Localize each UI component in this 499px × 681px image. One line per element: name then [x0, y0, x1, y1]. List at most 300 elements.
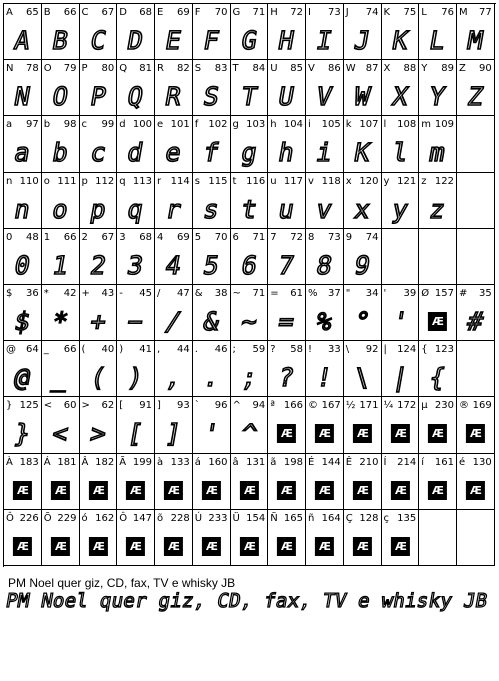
glyph-sample: [419, 471, 457, 509]
glyph-character: x: [345, 175, 352, 187]
glyph-code: 37: [328, 288, 341, 299]
glyph-cell: [155, 285, 193, 341]
glyph-sample: o: [50, 194, 71, 224]
glyph-code: 85: [290, 63, 303, 75]
glyph-label: [384, 344, 417, 355]
glyph-label: [233, 288, 266, 299]
glyph-sample: [419, 414, 457, 452]
glyph-label: [421, 457, 454, 468]
glyph-character: F: [194, 7, 201, 18]
glyph-cell: [231, 173, 269, 229]
glyph-code: 35: [479, 288, 492, 299]
glyph-sample: 9: [352, 250, 373, 280]
glyph-code: 86: [328, 63, 341, 75]
glyph-character: 2: [81, 231, 88, 243]
glyph-label: [119, 457, 152, 468]
glyph-character: C: [81, 7, 89, 18]
glyph-character: .: [194, 344, 198, 356]
glyph-sample: [344, 527, 382, 565]
glyph-label: [44, 400, 77, 411]
glyph-cell: [231, 116, 269, 172]
glyph-code: 99: [101, 119, 115, 131]
glyph-character: à: [157, 456, 164, 468]
glyph-label: [157, 288, 190, 299]
glyph-label: [6, 400, 39, 411]
glyph-character: é: [459, 456, 466, 468]
glyph-sample: +: [87, 306, 108, 336]
glyph-cell: [382, 116, 420, 172]
glyph-label: [82, 232, 115, 243]
glyph-cell: [457, 341, 495, 397]
glyph-code: 89: [441, 63, 454, 75]
glyph-code: 74: [365, 7, 379, 18]
glyph-label: [421, 176, 454, 187]
glyph-character: d: [119, 119, 126, 131]
glyph-character: ª: [270, 400, 275, 412]
glyph-sample: b: [50, 137, 71, 167]
glyph-label: [157, 119, 190, 130]
glyph-label: [270, 7, 303, 18]
glyph-sample: K: [352, 137, 373, 167]
glyph-code: 162: [95, 512, 115, 524]
glyph-label: [459, 63, 492, 74]
glyph-cell: [42, 4, 80, 60]
glyph-label: [6, 232, 39, 243]
glyph-sample: I: [314, 25, 335, 55]
glyph-code: 69: [177, 231, 190, 243]
glyph-label: [6, 457, 39, 468]
glyph-cell: [155, 173, 193, 229]
glyph-cell: [80, 285, 118, 341]
glyph-code: 66: [63, 344, 77, 356]
glyph-cell: [193, 173, 231, 229]
glyph-code: 71: [252, 231, 266, 243]
glyph-sample: [117, 471, 155, 509]
glyph-cell: [306, 397, 344, 453]
missing-glyph-icon: Æ: [126, 536, 145, 555]
glyph-character: E: [157, 7, 164, 18]
glyph-character: ?: [270, 344, 276, 356]
glyph-cell: [306, 116, 344, 172]
glyph-label: [44, 457, 77, 468]
glyph-character: R: [157, 63, 164, 75]
glyph-code: 100: [132, 119, 152, 131]
glyph-sample: [231, 471, 269, 509]
glyph-grid: [3, 3, 496, 567]
glyph-cell: [306, 341, 344, 397]
glyph-label: [308, 513, 341, 524]
glyph-label: [270, 513, 303, 524]
glyph-code: 71: [252, 288, 266, 299]
missing-glyph-icon: Æ: [126, 480, 145, 499]
glyph-sample: ]: [163, 418, 184, 448]
glyph-cell: [344, 229, 382, 285]
glyph-code: 73: [328, 231, 341, 243]
glyph-cell: [419, 60, 457, 116]
glyph-character: |: [383, 344, 387, 356]
glyph-label: [421, 119, 454, 130]
glyph-sample: [42, 471, 80, 509]
glyph-code: 167: [321, 400, 341, 412]
glyph-code: 47: [177, 288, 190, 299]
glyph-character: #: [459, 288, 468, 299]
glyph-sample: X: [389, 81, 410, 111]
glyph-label: [346, 63, 379, 74]
glyph-sample: n: [12, 194, 33, 224]
glyph-label: [233, 400, 266, 411]
glyph-label: [459, 457, 492, 468]
glyph-cell: [268, 454, 306, 510]
glyph-label: [195, 232, 228, 243]
glyph-cell: [42, 341, 80, 397]
glyph-character: \: [345, 344, 350, 356]
glyph-sample: ': [389, 306, 410, 336]
glyph-character: T: [232, 63, 239, 75]
glyph-character: Y: [421, 63, 428, 75]
glyph-character: o: [43, 175, 50, 187]
glyph-cell: [268, 510, 306, 566]
glyph-cell: [231, 285, 269, 341]
glyph-character: D: [119, 7, 127, 18]
glyph-code: 87: [365, 63, 379, 75]
glyph-sample: [193, 471, 231, 509]
glyph-cell: [4, 397, 42, 453]
missing-glyph-icon: Æ: [277, 480, 296, 499]
glyph-character: ©: [308, 400, 318, 412]
glyph-code: 210: [359, 456, 379, 468]
glyph-label: [157, 457, 190, 468]
glyph-character: 7: [270, 231, 277, 243]
glyph-sample: H: [276, 25, 297, 55]
glyph-character: *: [43, 288, 49, 299]
glyph-sample: K: [389, 25, 410, 55]
glyph-label: [195, 7, 228, 18]
glyph-character: r: [157, 175, 162, 187]
glyph-label: [119, 63, 152, 74]
glyph-cell: [344, 454, 382, 510]
glyph-label: [384, 7, 417, 18]
glyph-character: f: [194, 119, 199, 131]
glyph-character: H: [270, 7, 278, 18]
glyph-label: [195, 63, 228, 74]
glyph-code: 181: [57, 456, 77, 468]
glyph-sample: 3: [125, 250, 146, 280]
glyph-code: 121: [397, 175, 417, 187]
glyph-sample: ,: [163, 362, 184, 392]
glyph-code: 44: [177, 344, 190, 356]
glyph-label: [459, 7, 492, 18]
glyph-cell: [419, 285, 457, 341]
glyph-cell: [4, 116, 42, 172]
glyph-cell: [4, 341, 42, 397]
glyph-label: [195, 288, 228, 299]
glyph-code: 230: [434, 400, 454, 412]
glyph-code: 38: [214, 288, 228, 299]
glyph-cell: [268, 285, 306, 341]
glyph-sample: [344, 414, 382, 452]
glyph-label: [44, 288, 77, 299]
glyph-character: ': [383, 288, 387, 299]
glyph-code: 102: [208, 119, 228, 131]
glyph-character: K: [383, 7, 391, 18]
glyph-sample: [268, 471, 306, 509]
glyph-cell: [117, 173, 155, 229]
glyph-cell: [457, 4, 495, 60]
glyph-cell: [306, 285, 344, 341]
glyph-character: ": [345, 288, 351, 299]
glyph-character: X: [383, 63, 391, 75]
glyph-character: <: [43, 400, 53, 412]
glyph-label: [421, 400, 454, 411]
glyph-sample: [268, 527, 306, 565]
glyph-sample: *: [50, 306, 71, 336]
glyph-sample: 2: [87, 250, 108, 280]
glyph-sample: ~: [238, 306, 259, 336]
missing-glyph-icon: Æ: [277, 424, 296, 443]
missing-glyph-icon: Æ: [239, 480, 258, 499]
glyph-sample: Y: [427, 81, 448, 111]
glyph-character: ,: [157, 344, 161, 356]
glyph-cell: [419, 454, 457, 510]
glyph-character: 8: [308, 231, 315, 243]
glyph-label: [346, 457, 379, 468]
glyph-code: 110: [19, 175, 39, 187]
glyph-character: ~: [232, 288, 241, 299]
glyph-sample: J: [352, 25, 373, 55]
glyph-sample: [457, 414, 495, 452]
glyph-character: i: [308, 119, 311, 131]
glyph-cell: [193, 229, 231, 285]
glyph-label: [270, 119, 303, 130]
glyph-character: $: [6, 288, 13, 299]
glyph-code: 68: [139, 7, 152, 18]
glyph-cell: [268, 60, 306, 116]
glyph-cell: [457, 397, 495, 453]
glyph-cell: [457, 229, 495, 285]
glyph-code: 183: [19, 456, 39, 468]
glyph-cell: [42, 397, 80, 453]
glyph-cell: [193, 454, 231, 510]
glyph-cell: [382, 60, 420, 116]
glyph-character: B: [43, 7, 51, 18]
glyph-cell: [80, 397, 118, 453]
glyph-cell: [382, 510, 420, 566]
glyph-cell: [42, 454, 80, 510]
glyph-label: [82, 400, 115, 411]
glyph-sample: =: [276, 306, 297, 336]
glyph-cell: [231, 229, 269, 285]
glyph-cell: [42, 60, 80, 116]
glyph-code: 42: [63, 288, 77, 299]
glyph-character: p: [81, 175, 88, 187]
glyph-code: 78: [26, 63, 39, 75]
glyph-label: [308, 63, 341, 74]
glyph-label: [82, 344, 115, 355]
glyph-character: 5: [194, 231, 202, 243]
glyph-character: e: [157, 119, 164, 131]
glyph-character: 1: [43, 231, 51, 243]
glyph-sample: [155, 471, 193, 509]
glyph-cell: [382, 454, 420, 510]
glyph-character: N: [6, 63, 14, 75]
glyph-cell: [193, 4, 231, 60]
missing-glyph-icon: Æ: [390, 424, 409, 443]
glyph-cell: [344, 116, 382, 172]
glyph-code: 72: [290, 7, 303, 18]
glyph-cell: [419, 116, 457, 172]
glyph-cell: [155, 60, 193, 116]
glyph-sample: l: [389, 137, 410, 167]
glyph-code: 118: [321, 175, 341, 187]
glyph-code: 166: [283, 400, 303, 412]
glyph-cell: [268, 341, 306, 397]
glyph-sample: [382, 527, 420, 565]
glyph-label: [157, 344, 190, 355]
glyph-sample: !: [314, 362, 335, 392]
glyph-cell: [117, 4, 155, 60]
glyph-cell: [419, 229, 457, 285]
glyph-character: q: [119, 175, 126, 187]
glyph-character: Ô: [119, 512, 128, 524]
glyph-character: %: [308, 288, 318, 299]
glyph-code: 128: [359, 512, 379, 524]
glyph-cell: [117, 341, 155, 397]
glyph-code: 70: [214, 7, 228, 18]
glyph-code: 144: [321, 456, 341, 468]
glyph-sample: 5: [201, 250, 222, 280]
glyph-code: 97: [26, 119, 39, 131]
glyph-label: [119, 232, 152, 243]
glyph-cell: [4, 454, 42, 510]
glyph-code: 160: [208, 456, 228, 468]
glyph-cell: [344, 510, 382, 566]
glyph-label: [459, 288, 492, 299]
glyph-sample: °: [352, 306, 373, 336]
glyph-code: 66: [63, 7, 77, 18]
glyph-label: [384, 119, 417, 130]
glyph-sample: [457, 471, 495, 509]
glyph-code: 109: [434, 119, 454, 131]
glyph-sample: ): [125, 362, 146, 392]
glyph-code: 98: [63, 119, 77, 131]
glyph-label: [384, 63, 417, 74]
glyph-cell: [42, 116, 80, 172]
glyph-character: z: [421, 175, 427, 187]
glyph-label: [119, 513, 152, 524]
glyph-character: ç: [383, 512, 389, 524]
glyph-cell: [117, 397, 155, 453]
glyph-code: 214: [397, 456, 417, 468]
glyph-code: 103: [246, 119, 266, 131]
glyph-code: 67: [101, 231, 115, 243]
missing-glyph-icon: Æ: [466, 424, 485, 443]
glyph-character: Q: [119, 63, 128, 75]
glyph-label: [308, 176, 341, 187]
glyph-character: n: [6, 175, 13, 187]
glyph-character: Á: [43, 456, 51, 468]
glyph-label: [308, 7, 341, 18]
glyph-character: M: [459, 7, 468, 18]
glyph-label: [195, 119, 228, 130]
glyph-label: [346, 119, 379, 130]
glyph-character: Í: [383, 456, 387, 468]
glyph-cell: [4, 4, 42, 60]
glyph-sample: <: [50, 418, 71, 448]
glyph-code: 105: [321, 119, 341, 131]
glyph-cell: [155, 454, 193, 510]
glyph-label: [119, 176, 152, 187]
glyph-label: [233, 344, 266, 355]
glyph-sample: ': [201, 418, 222, 448]
glyph-label: [384, 288, 417, 299]
glyph-code: 39: [403, 288, 417, 299]
glyph-sample: [268, 414, 306, 452]
glyph-character: s: [194, 175, 200, 187]
glyph-cell: [306, 173, 344, 229]
glyph-code: 164: [321, 512, 341, 524]
glyph-label: [44, 7, 77, 18]
glyph-character: õ: [157, 512, 164, 524]
glyph-cell: [306, 4, 344, 60]
glyph-label: [270, 457, 303, 468]
glyph-label: [82, 288, 115, 299]
glyph-label: [384, 513, 417, 524]
glyph-cell: [42, 510, 80, 566]
glyph-code: 40: [101, 344, 115, 356]
glyph-sample: [80, 471, 118, 509]
missing-glyph-icon: Æ: [428, 424, 447, 443]
glyph-code: 94: [252, 400, 266, 412]
glyph-cell: [155, 397, 193, 453]
glyph-sample: E: [163, 25, 184, 55]
glyph-sample: [306, 471, 344, 509]
glyph-character: Ú: [194, 512, 203, 524]
glyph-label: [195, 457, 228, 468]
glyph-character: É: [308, 456, 315, 468]
glyph-label: [6, 288, 39, 299]
glyph-label: [233, 119, 266, 130]
glyph-code: 43: [101, 288, 115, 299]
glyph-code: 65: [26, 7, 39, 18]
glyph-cell: [306, 510, 344, 566]
glyph-label: [6, 513, 39, 524]
glyph-sample: $: [12, 306, 33, 336]
glyph-character: Ô: [6, 512, 14, 524]
glyph-cell: [117, 454, 155, 510]
glyph-label: [119, 288, 152, 299]
glyph-code: 84: [252, 63, 266, 75]
glyph-code: 157: [434, 288, 454, 299]
glyph-code: 131: [246, 456, 266, 468]
glyph-sample: 7: [276, 250, 297, 280]
missing-glyph-icon: Æ: [239, 536, 258, 555]
missing-glyph-icon: Æ: [315, 480, 334, 499]
glyph-label: [6, 7, 39, 18]
glyph-cell: [117, 285, 155, 341]
glyph-character: ;: [232, 344, 236, 356]
glyph-character: Õ: [43, 512, 52, 524]
glyph-character: 6: [232, 231, 239, 243]
glyph-code: 154: [246, 512, 266, 524]
glyph-cell: [155, 4, 193, 60]
glyph-label: [421, 7, 454, 18]
glyph-code: 101: [170, 119, 190, 131]
glyph-cell: [231, 397, 269, 453]
glyph-sample: {: [427, 362, 448, 392]
glyph-character: 9: [345, 231, 353, 243]
glyph-character: Ê: [345, 456, 353, 468]
glyph-sample: U: [276, 81, 297, 111]
